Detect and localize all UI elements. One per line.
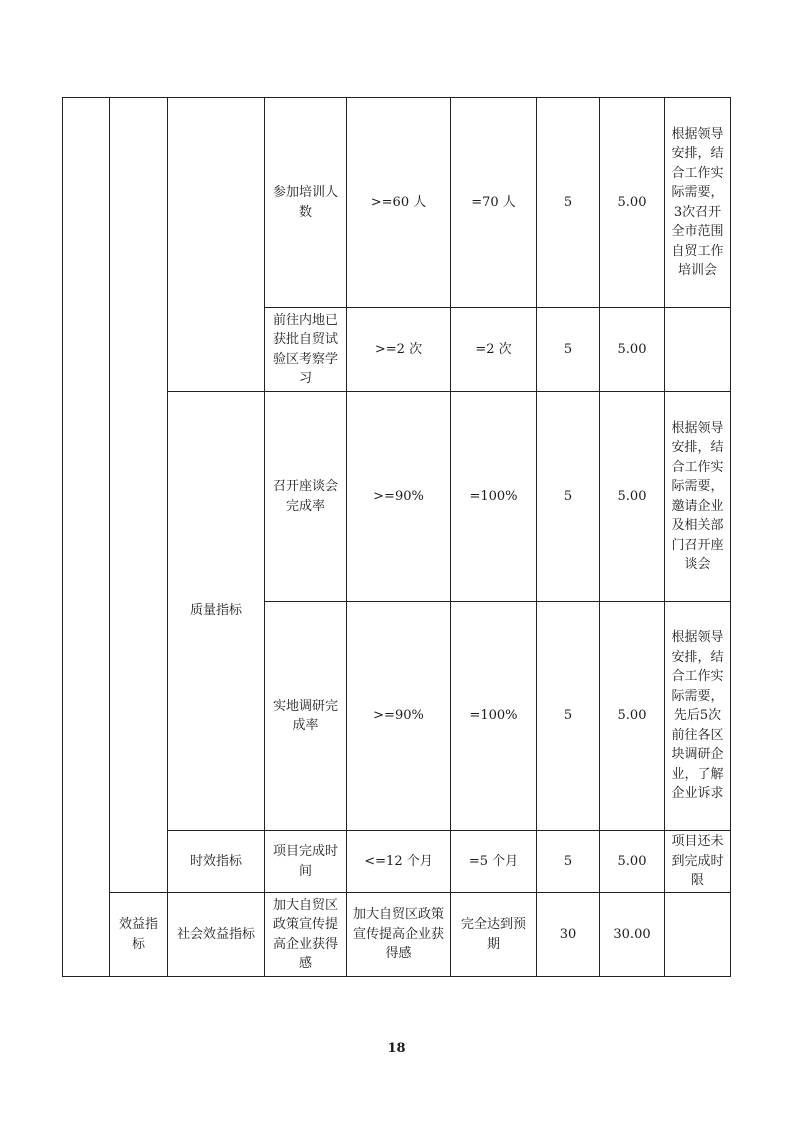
category-quality: 质量指标 bbox=[168, 392, 265, 831]
actual-cell: =70 人 bbox=[451, 98, 537, 308]
indicator-cell: 召开座谈会完成率 bbox=[265, 392, 347, 602]
score-cell: 5 bbox=[537, 98, 600, 308]
actual-cell: 完全达到预期 bbox=[451, 893, 537, 977]
target-cell: 加大自贸区政策宣传提高企业获得感 bbox=[347, 893, 451, 977]
target-cell: >=90% bbox=[347, 392, 451, 602]
table-row bbox=[63, 893, 731, 977]
score-cell: 5 bbox=[537, 392, 600, 602]
got-cell: 5.00 bbox=[600, 392, 665, 602]
got-cell: 5.00 bbox=[600, 308, 665, 392]
actual-cell: =100% bbox=[451, 392, 537, 602]
note-cell: 根据领导安排，结合工作实际需要，先后5次前往各区块调研企业，了解企业诉求 bbox=[665, 602, 731, 831]
target-cell: >=60 人 bbox=[347, 98, 451, 308]
actual-cell: =100% bbox=[451, 602, 537, 831]
note-cell bbox=[665, 893, 731, 977]
category-benefit: 效益指标 bbox=[110, 893, 168, 977]
note-cell: 根据领导安排，结合工作实际需要，3次召开全市范围自贸工作培训会 bbox=[665, 98, 731, 308]
target-cell: >=2 次 bbox=[347, 308, 451, 392]
category-timeliness: 时效指标 bbox=[168, 831, 265, 893]
score-cell: 30 bbox=[537, 893, 600, 977]
table-row bbox=[63, 98, 731, 308]
performance-table bbox=[62, 97, 731, 977]
got-cell: 5.00 bbox=[600, 831, 665, 893]
indicator-cell: 项目完成时间 bbox=[265, 831, 347, 893]
level2-blank-cell bbox=[110, 98, 168, 893]
score-cell: 5 bbox=[537, 308, 600, 392]
target-cell: >=90% bbox=[347, 602, 451, 831]
note-cell bbox=[665, 308, 731, 392]
got-cell: 5.00 bbox=[600, 98, 665, 308]
category-social-benefit: 社会效益指标 bbox=[168, 893, 265, 977]
indicator-cell: 前往内地已获批自贸试验区考察学习 bbox=[265, 308, 347, 392]
level3-blank-cell bbox=[168, 98, 265, 392]
got-cell: 5.00 bbox=[600, 602, 665, 831]
level1-blank-cell bbox=[63, 98, 110, 977]
actual-cell: =5 个月 bbox=[451, 831, 537, 893]
score-cell: 5 bbox=[537, 602, 600, 831]
got-cell: 30.00 bbox=[600, 893, 665, 977]
note-cell: 根据领导安排，结合工作实际需要，邀请企业及相关部门召开座谈会 bbox=[665, 392, 731, 602]
indicator-cell: 加大自贸区政策宣传提高企业获得感 bbox=[265, 893, 347, 977]
indicator-cell: 实地调研完成率 bbox=[265, 602, 347, 831]
target-cell: <=12 个月 bbox=[347, 831, 451, 893]
note-cell: 项目还未到完成时限 bbox=[665, 831, 731, 893]
page-number: 18 bbox=[387, 1041, 406, 1056]
actual-cell: =2 次 bbox=[451, 308, 537, 392]
indicator-cell: 参加培训人数 bbox=[265, 98, 347, 308]
score-cell: 5 bbox=[537, 831, 600, 893]
